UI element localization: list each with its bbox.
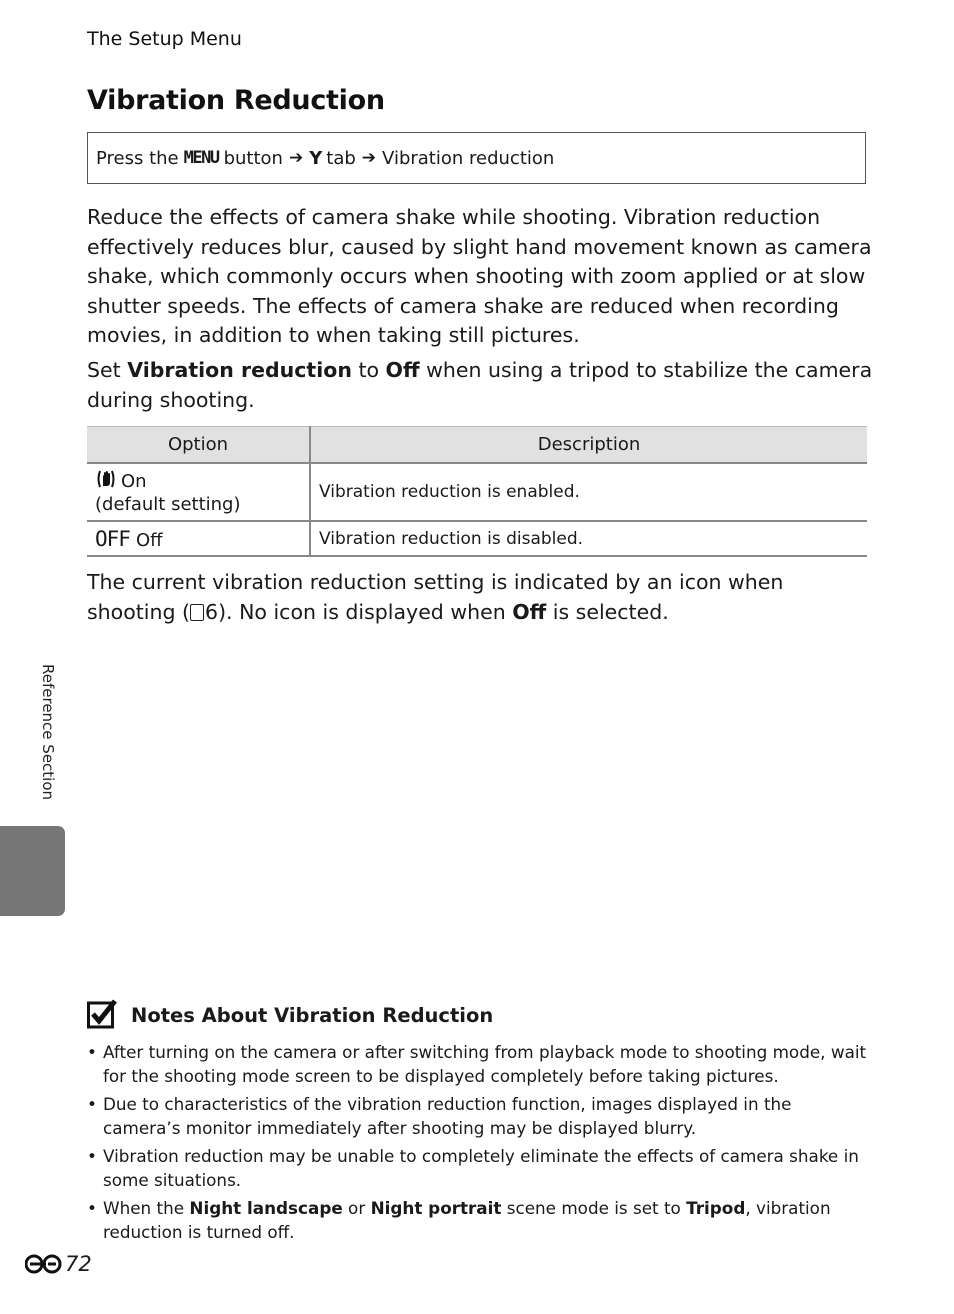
path-tab-text: tab xyxy=(326,147,356,169)
list-item: • After turning on the camera or after switching from playback mode to shooting mode, wait for the shooting mode screen to be displayed completely before taking pictures. xyxy=(87,1040,867,1088)
column-header-description: Description xyxy=(310,427,867,464)
text-run: when using a tripod to stabilize the camera during shooting. xyxy=(87,358,873,412)
off-icon: OFF xyxy=(95,526,130,551)
sidebar-section-tab xyxy=(0,826,65,916)
vr-hand-icon xyxy=(95,469,117,494)
arrow-right-icon: ➔ xyxy=(361,148,377,168)
intro-paragraph: Reduce the effects of camera shake while shooting. Vibration reduction effectively reduces blur, caused by slight hand movement known as camera shake, which commonly occurs when shooting with zoom applied or at slow shutter speeds. The effects of camera shake are reduced when recording movies, in addition to when taking still pictures. xyxy=(87,205,872,348)
bold-term: Tripod xyxy=(686,1198,746,1218)
page-number xyxy=(25,1252,92,1276)
option-note: (default setting) xyxy=(95,494,241,515)
text-run: The current vibration reduction setting is indicated by an icon when shooting ( xyxy=(87,570,784,624)
list-item: • Vibration reduction may be unable to completely eliminate the effects of camera shake in some situations. xyxy=(87,1144,867,1192)
book-reference-icon xyxy=(190,604,204,621)
description-cell: Vibration reduction is disabled. xyxy=(310,521,867,556)
navigation-path-box xyxy=(87,132,866,184)
description-cell: Vibration reduction is enabled. xyxy=(310,463,867,521)
notes-heading: Notes About Vibration Reduction xyxy=(131,1004,494,1027)
list-item: • Due to characteristics of the vibration reduction function, images displayed in the camera’s monitor immediately after shooting may be displayed blurry. xyxy=(87,1092,867,1140)
text-run: , vibration reduction is turned off. xyxy=(103,1198,831,1242)
notes-list xyxy=(87,1040,867,1248)
text-run: to xyxy=(351,358,386,382)
text-run: ). No icon is displayed when xyxy=(218,599,513,624)
page-number-text: 72 xyxy=(65,1252,92,1276)
option-cell xyxy=(87,521,310,556)
indicator-paragraph xyxy=(87,568,877,627)
menu-button-icon: MENU xyxy=(183,148,219,168)
tripod-paragraph xyxy=(87,356,877,415)
bold-term: Night portrait xyxy=(370,1198,502,1218)
checkmark-icon xyxy=(87,999,117,1029)
option-label: On xyxy=(121,471,147,492)
bold-term: Off xyxy=(385,358,420,382)
text-run: is selected. xyxy=(546,599,669,624)
text-run: scene mode is set to xyxy=(501,1198,687,1218)
text-run: or xyxy=(342,1198,371,1218)
wrench-icon: Y xyxy=(309,147,323,169)
text-run: When the xyxy=(103,1198,190,1218)
bold-term: Vibration reduction xyxy=(127,358,352,382)
text-run: Set xyxy=(87,358,128,382)
list-item xyxy=(87,1196,867,1244)
page-title: Vibration Reduction xyxy=(87,85,385,116)
running-header: The Setup Menu xyxy=(87,28,242,50)
path-button-text: button xyxy=(223,147,283,169)
option-table xyxy=(87,426,867,557)
path-destination-text: Vibration reduction xyxy=(382,147,555,169)
reference-section-icon xyxy=(25,1254,63,1274)
column-header-option: Option xyxy=(87,427,310,464)
option-cell xyxy=(87,463,310,521)
arrow-right-icon: ➔ xyxy=(288,148,304,168)
path-press-text: Press the xyxy=(96,147,179,169)
page-reference: 6 xyxy=(205,599,219,624)
bold-term: Night landscape xyxy=(189,1198,343,1218)
bold-term: Off xyxy=(512,599,547,624)
table-row xyxy=(87,521,867,556)
table-row xyxy=(87,463,867,521)
option-label: Off xyxy=(135,529,163,551)
sidebar-section-label: Reference Section xyxy=(39,664,57,801)
table-header-row xyxy=(87,427,867,464)
